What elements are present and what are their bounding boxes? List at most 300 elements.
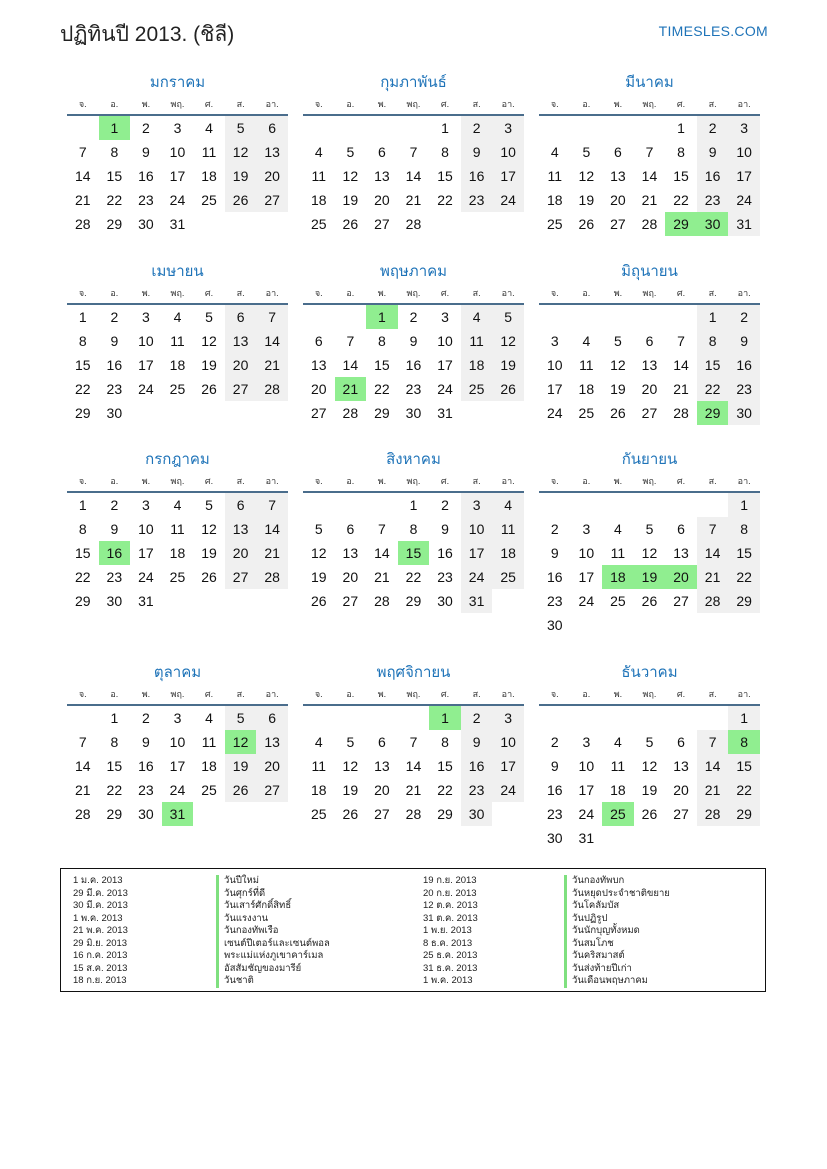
day-cell[interactable]: 15	[437, 758, 453, 774]
day-cell[interactable]: 16	[99, 541, 131, 565]
day-cell[interactable]: 14	[74, 758, 91, 774]
day-cell[interactable]: 22	[106, 782, 123, 798]
day-cell[interactable]: 29	[106, 216, 123, 232]
day-cell[interactable]: 7	[677, 333, 685, 349]
day-cell[interactable]: 1	[99, 116, 131, 140]
day-cell[interactable]: 23	[461, 188, 493, 212]
day-cell[interactable]: 16	[546, 782, 563, 798]
day-cell[interactable]: 29	[665, 212, 697, 236]
day-cell[interactable]: 31	[138, 593, 154, 609]
day-cell[interactable]: 22	[673, 192, 689, 208]
day-cell[interactable]: 9	[550, 758, 559, 774]
day-cell[interactable]: 7	[346, 333, 355, 349]
day-cell[interactable]: 19	[492, 353, 524, 377]
day-cell[interactable]: 27	[673, 806, 689, 822]
day-cell[interactable]: 30	[546, 617, 563, 633]
day-cell[interactable]: 27	[374, 806, 390, 822]
day-cell[interactable]: 6	[225, 305, 257, 329]
day-cell[interactable]: 30	[728, 401, 760, 425]
day-cell[interactable]: 14	[641, 168, 658, 184]
day-cell[interactable]: 8	[78, 521, 87, 537]
day-cell[interactable]: 4	[492, 493, 524, 517]
day-cell[interactable]: 12	[310, 545, 327, 561]
day-cell[interactable]: 3	[492, 116, 524, 140]
day-cell[interactable]: 23	[461, 778, 493, 802]
day-cell[interactable]: 14	[342, 357, 359, 373]
day-cell[interactable]: 12	[342, 168, 359, 184]
day-cell[interactable]: 9	[110, 521, 119, 537]
day-cell[interactable]: 19	[634, 565, 666, 589]
day-cell[interactable]: 23	[138, 192, 154, 208]
day-cell[interactable]: 10	[492, 140, 524, 164]
day-cell[interactable]: 27	[673, 593, 689, 609]
day-cell[interactable]: 2	[142, 710, 150, 726]
day-cell[interactable]: 2	[110, 309, 119, 325]
day-cell[interactable]: 23	[437, 569, 453, 585]
day-cell[interactable]: 5	[492, 305, 524, 329]
day-cell[interactable]: 19	[310, 569, 327, 585]
day-cell[interactable]: 16	[728, 353, 760, 377]
day-cell[interactable]: 8	[110, 144, 119, 160]
day-cell[interactable]: 7	[645, 144, 654, 160]
day-cell[interactable]: 10	[169, 734, 186, 750]
day-cell[interactable]: 21	[697, 778, 729, 802]
day-cell[interactable]: 13	[673, 545, 689, 561]
day-cell[interactable]: 29	[728, 589, 760, 613]
day-cell[interactable]: 24	[437, 381, 453, 397]
day-cell[interactable]: 26	[492, 377, 524, 401]
day-cell[interactable]: 23	[728, 377, 760, 401]
day-cell[interactable]: 21	[673, 381, 689, 397]
day-cell[interactable]: 26	[578, 216, 595, 232]
day-cell[interactable]: 15	[106, 758, 123, 774]
day-cell[interactable]: 13	[374, 758, 390, 774]
day-cell[interactable]: 30	[138, 806, 154, 822]
day-cell[interactable]: 11	[311, 168, 327, 184]
day-cell[interactable]: 4	[582, 333, 591, 349]
day-cell[interactable]: 14	[697, 754, 729, 778]
day-cell[interactable]: 11	[547, 168, 563, 184]
day-cell[interactable]: 8	[441, 144, 449, 160]
day-cell[interactable]: 3	[728, 116, 760, 140]
day-cell[interactable]: 20	[610, 192, 626, 208]
day-cell[interactable]: 1	[677, 120, 685, 136]
day-cell[interactable]: 18	[492, 541, 524, 565]
day-cell[interactable]: 16	[405, 357, 422, 373]
day-cell[interactable]: 9	[142, 734, 150, 750]
day-cell[interactable]: 9	[550, 545, 559, 561]
day-cell[interactable]: 11	[201, 734, 217, 750]
day-cell[interactable]: 2	[110, 497, 119, 513]
day-cell[interactable]: 6	[378, 734, 386, 750]
day-cell[interactable]: 11	[610, 545, 626, 561]
day-cell[interactable]: 24	[169, 782, 186, 798]
day-cell[interactable]: 5	[582, 144, 591, 160]
day-cell[interactable]: 12	[578, 168, 595, 184]
day-cell[interactable]: 18	[310, 192, 327, 208]
day-cell[interactable]: 1	[728, 706, 760, 730]
day-cell[interactable]: 9	[441, 521, 449, 537]
day-cell[interactable]: 21	[405, 782, 422, 798]
day-cell[interactable]: 15	[106, 168, 123, 184]
day-cell[interactable]: 29	[697, 401, 729, 425]
day-cell[interactable]: 18	[602, 565, 634, 589]
day-cell[interactable]: 16	[437, 545, 453, 561]
day-cell[interactable]: 24	[138, 381, 154, 397]
day-cell[interactable]: 20	[673, 782, 689, 798]
day-cell[interactable]: 13	[610, 168, 626, 184]
day-cell[interactable]: 2	[550, 521, 559, 537]
day-cell[interactable]: 20	[665, 565, 697, 589]
day-cell[interactable]: 22	[437, 782, 453, 798]
day-cell[interactable]: 22	[405, 569, 422, 585]
day-cell[interactable]: 21	[697, 565, 729, 589]
day-cell[interactable]: 6	[256, 706, 288, 730]
day-cell[interactable]: 8	[441, 734, 449, 750]
day-cell[interactable]: 3	[492, 706, 524, 730]
day-cell[interactable]: 13	[310, 357, 327, 373]
day-cell[interactable]: 17	[492, 754, 524, 778]
day-cell[interactable]: 17	[728, 164, 760, 188]
day-cell[interactable]: 12	[641, 758, 658, 774]
day-cell[interactable]: 10	[461, 517, 493, 541]
day-cell[interactable]: 15	[673, 168, 689, 184]
day-cell[interactable]: 7	[409, 144, 418, 160]
day-cell[interactable]: 1	[366, 305, 398, 329]
day-cell[interactable]: 3	[582, 734, 591, 750]
day-cell[interactable]: 27	[310, 405, 327, 421]
day-cell[interactable]: 13	[225, 329, 257, 353]
day-cell[interactable]: 9	[697, 140, 729, 164]
day-cell[interactable]: 24	[138, 569, 154, 585]
day-cell[interactable]: 4	[205, 120, 213, 136]
day-cell[interactable]: 10	[138, 333, 154, 349]
day-cell[interactable]: 15	[728, 541, 760, 565]
day-cell[interactable]: 25	[201, 782, 217, 798]
day-cell[interactable]: 8	[697, 329, 729, 353]
day-cell[interactable]: 28	[641, 216, 658, 232]
day-cell[interactable]: 1	[78, 309, 87, 325]
day-cell[interactable]: 26	[225, 778, 257, 802]
day-cell[interactable]: 25	[602, 802, 634, 826]
day-cell[interactable]: 28	[374, 593, 390, 609]
day-cell[interactable]: 23	[546, 593, 563, 609]
day-cell[interactable]: 25	[546, 216, 563, 232]
day-cell[interactable]: 26	[641, 593, 658, 609]
day-cell[interactable]: 15	[728, 754, 760, 778]
day-cell[interactable]: 25	[169, 569, 186, 585]
day-cell[interactable]: 14	[374, 545, 390, 561]
day-cell[interactable]: 16	[138, 168, 154, 184]
day-cell[interactable]: 25	[578, 405, 595, 421]
day-cell[interactable]: 5	[346, 734, 355, 750]
day-cell[interactable]: 5	[225, 116, 257, 140]
day-cell[interactable]: 24	[461, 565, 493, 589]
day-cell[interactable]: 3	[582, 521, 591, 537]
day-cell[interactable]: 22	[106, 192, 123, 208]
day-cell[interactable]: 21	[256, 353, 288, 377]
day-cell[interactable]: 10	[138, 521, 154, 537]
day-cell[interactable]: 20	[342, 569, 359, 585]
day-cell[interactable]: 23	[106, 569, 123, 585]
day-cell[interactable]: 26	[641, 806, 658, 822]
day-cell[interactable]: 21	[256, 541, 288, 565]
day-cell[interactable]: 1	[409, 497, 418, 513]
day-cell[interactable]: 25	[492, 565, 524, 589]
day-cell[interactable]: 11	[492, 517, 524, 541]
day-cell[interactable]: 28	[405, 806, 422, 822]
day-cell[interactable]: 8	[677, 144, 685, 160]
day-cell[interactable]: 23	[697, 188, 729, 212]
day-cell[interactable]: 2	[461, 706, 493, 730]
day-cell[interactable]: 4	[314, 144, 323, 160]
day-cell[interactable]: 6	[378, 144, 386, 160]
day-cell[interactable]: 3	[142, 497, 150, 513]
day-cell[interactable]: 18	[610, 782, 626, 798]
day-cell[interactable]: 26	[201, 381, 217, 397]
day-cell[interactable]: 20	[225, 353, 257, 377]
day-cell[interactable]: 20	[225, 541, 257, 565]
day-cell[interactable]: 2	[728, 305, 760, 329]
day-cell[interactable]: 17	[437, 357, 453, 373]
day-cell[interactable]: 4	[173, 497, 182, 513]
day-cell[interactable]: 7	[256, 305, 288, 329]
day-cell[interactable]: 30	[405, 405, 422, 421]
day-cell[interactable]: 19	[201, 357, 217, 373]
day-cell[interactable]: 3	[461, 493, 493, 517]
day-cell[interactable]: 6	[614, 144, 622, 160]
day-cell[interactable]: 10	[728, 140, 760, 164]
day-cell[interactable]: 18	[546, 192, 563, 208]
day-cell[interactable]: 3	[550, 333, 559, 349]
day-cell[interactable]: 12	[225, 140, 257, 164]
day-cell[interactable]: 27	[342, 593, 359, 609]
day-cell[interactable]: 4	[205, 710, 213, 726]
day-cell[interactable]: 19	[610, 381, 626, 397]
day-cell[interactable]: 17	[461, 541, 493, 565]
day-cell[interactable]: 28	[256, 565, 288, 589]
day-cell[interactable]: 4	[614, 734, 622, 750]
day-cell[interactable]: 25	[610, 593, 626, 609]
day-cell[interactable]: 30	[461, 802, 493, 826]
day-cell[interactable]: 29	[437, 806, 453, 822]
day-cell[interactable]: 10	[578, 758, 595, 774]
day-cell[interactable]: 2	[409, 309, 418, 325]
day-cell[interactable]: 20	[374, 782, 390, 798]
day-cell[interactable]: 26	[201, 569, 217, 585]
day-cell[interactable]: 1	[441, 120, 449, 136]
day-cell[interactable]: 12	[201, 333, 217, 349]
day-cell[interactable]: 4	[614, 521, 622, 537]
day-cell[interactable]: 21	[405, 192, 422, 208]
day-cell[interactable]: 2	[697, 116, 729, 140]
day-cell[interactable]: 1	[697, 305, 729, 329]
day-cell[interactable]: 15	[697, 353, 729, 377]
day-cell[interactable]: 23	[138, 782, 154, 798]
day-cell[interactable]: 29	[74, 593, 91, 609]
day-cell[interactable]: 24	[169, 192, 186, 208]
day-cell[interactable]: 14	[673, 357, 689, 373]
day-cell[interactable]: 14	[405, 758, 422, 774]
day-cell[interactable]: 26	[342, 806, 359, 822]
day-cell[interactable]: 9	[142, 144, 150, 160]
day-cell[interactable]: 27	[256, 778, 288, 802]
day-cell[interactable]: 31	[437, 405, 453, 421]
day-cell[interactable]: 5	[645, 734, 654, 750]
day-cell[interactable]: 13	[342, 545, 359, 561]
day-cell[interactable]: 29	[374, 405, 390, 421]
day-cell[interactable]: 5	[614, 333, 622, 349]
day-cell[interactable]: 28	[697, 589, 729, 613]
day-cell[interactable]: 24	[546, 405, 563, 421]
day-cell[interactable]: 18	[201, 758, 217, 774]
day-cell[interactable]: 17	[578, 569, 595, 585]
day-cell[interactable]: 21	[335, 377, 367, 401]
day-cell[interactable]: 30	[546, 830, 563, 846]
day-cell[interactable]: 14	[74, 168, 91, 184]
day-cell[interactable]: 28	[342, 405, 359, 421]
day-cell[interactable]: 17	[138, 357, 154, 373]
day-cell[interactable]: 8	[78, 333, 87, 349]
day-cell[interactable]: 5	[346, 144, 355, 160]
day-cell[interactable]: 28	[405, 216, 422, 232]
day-cell[interactable]: 19	[225, 754, 257, 778]
day-cell[interactable]: 12	[610, 357, 626, 373]
day-cell[interactable]: 8	[110, 734, 119, 750]
day-cell[interactable]: 25	[461, 377, 493, 401]
day-cell[interactable]: 29	[405, 593, 422, 609]
day-cell[interactable]: 9	[409, 333, 418, 349]
day-cell[interactable]: 19	[342, 782, 359, 798]
day-cell[interactable]: 13	[256, 140, 288, 164]
day-cell[interactable]: 9	[461, 730, 493, 754]
day-cell[interactable]: 12	[201, 521, 217, 537]
day-cell[interactable]: 15	[398, 541, 430, 565]
day-cell[interactable]: 10	[546, 357, 563, 373]
day-cell[interactable]: 20	[310, 381, 327, 397]
day-cell[interactable]: 6	[677, 734, 685, 750]
day-cell[interactable]: 12	[342, 758, 359, 774]
day-cell[interactable]: 23	[546, 806, 563, 822]
day-cell[interactable]: 16	[138, 758, 154, 774]
day-cell[interactable]: 29	[106, 806, 123, 822]
day-cell[interactable]: 20	[641, 381, 658, 397]
day-cell[interactable]: 7	[78, 734, 87, 750]
day-cell[interactable]: 27	[225, 377, 257, 401]
day-cell[interactable]: 16	[461, 754, 493, 778]
day-cell[interactable]: 28	[74, 216, 91, 232]
day-cell[interactable]: 16	[697, 164, 729, 188]
day-cell[interactable]: 24	[578, 806, 595, 822]
day-cell[interactable]: 11	[610, 758, 626, 774]
day-cell[interactable]: 21	[74, 782, 91, 798]
day-cell[interactable]: 24	[578, 593, 595, 609]
day-cell[interactable]: 22	[697, 377, 729, 401]
day-cell[interactable]: 6	[256, 116, 288, 140]
day-cell[interactable]: 10	[169, 144, 186, 160]
day-cell[interactable]: 17	[578, 782, 595, 798]
day-cell[interactable]: 9	[110, 333, 119, 349]
day-cell[interactable]: 22	[728, 778, 760, 802]
day-cell[interactable]: 5	[314, 521, 323, 537]
day-cell[interactable]: 7	[256, 493, 288, 517]
day-cell[interactable]: 19	[641, 782, 658, 798]
day-cell[interactable]: 28	[256, 377, 288, 401]
day-cell[interactable]: 15	[74, 545, 91, 561]
day-cell[interactable]: 31	[461, 589, 493, 613]
day-cell[interactable]: 3	[441, 309, 449, 325]
day-cell[interactable]: 18	[201, 168, 217, 184]
day-cell[interactable]: 18	[169, 357, 186, 373]
day-cell[interactable]: 15	[74, 357, 91, 373]
day-cell[interactable]: 4	[314, 734, 323, 750]
day-cell[interactable]: 21	[641, 192, 658, 208]
day-cell[interactable]: 18	[169, 545, 186, 561]
day-cell[interactable]: 24	[492, 778, 524, 802]
day-cell[interactable]: 8	[409, 521, 418, 537]
day-cell[interactable]: 22	[374, 381, 390, 397]
day-cell[interactable]: 20	[256, 754, 288, 778]
day-cell[interactable]: 30	[138, 216, 154, 232]
day-cell[interactable]: 13	[641, 357, 658, 373]
day-cell[interactable]: 5	[225, 706, 257, 730]
day-cell[interactable]: 18	[461, 353, 493, 377]
day-cell[interactable]: 27	[610, 216, 626, 232]
day-cell[interactable]: 19	[578, 192, 595, 208]
day-cell[interactable]: 1	[728, 493, 760, 517]
day-cell[interactable]: 5	[205, 497, 213, 513]
day-cell[interactable]: 6	[645, 333, 654, 349]
day-cell[interactable]: 16	[106, 357, 123, 373]
day-cell[interactable]: 5	[645, 521, 654, 537]
day-cell[interactable]: 14	[697, 541, 729, 565]
day-cell[interactable]: 6	[225, 493, 257, 517]
day-cell[interactable]: 1	[78, 497, 87, 513]
day-cell[interactable]: 11	[311, 758, 327, 774]
day-cell[interactable]: 30	[106, 405, 123, 421]
day-cell[interactable]: 1	[110, 710, 119, 726]
day-cell[interactable]: 21	[374, 569, 390, 585]
day-cell[interactable]: 9	[728, 329, 760, 353]
day-cell[interactable]: 13	[673, 758, 689, 774]
day-cell[interactable]: 12	[492, 329, 524, 353]
day-cell[interactable]: 15	[374, 357, 390, 373]
day-cell[interactable]: 22	[437, 192, 453, 208]
day-cell[interactable]: 17	[492, 164, 524, 188]
day-cell[interactable]: 6	[314, 333, 323, 349]
day-cell[interactable]: 20	[374, 192, 390, 208]
day-cell[interactable]: 17	[169, 168, 186, 184]
day-cell[interactable]: 17	[138, 545, 154, 561]
day-cell[interactable]: 13	[225, 517, 257, 541]
day-cell[interactable]: 19	[225, 164, 257, 188]
day-cell[interactable]: 6	[346, 521, 355, 537]
day-cell[interactable]: 22	[74, 381, 91, 397]
day-cell[interactable]: 14	[405, 168, 422, 184]
day-cell[interactable]: 13	[256, 730, 288, 754]
day-cell[interactable]: 11	[170, 521, 185, 537]
day-cell[interactable]: 28	[697, 802, 729, 826]
day-cell[interactable]: 31	[169, 216, 186, 232]
day-cell[interactable]: 4	[550, 144, 559, 160]
site-link[interactable]: TIMESLES.COM	[658, 23, 768, 39]
day-cell[interactable]: 26	[610, 405, 626, 421]
day-cell[interactable]: 12	[225, 730, 257, 754]
day-cell[interactable]: 18	[578, 381, 595, 397]
day-cell[interactable]: 10	[578, 545, 595, 561]
day-cell[interactable]: 9	[461, 140, 493, 164]
day-cell[interactable]: 19	[342, 192, 359, 208]
